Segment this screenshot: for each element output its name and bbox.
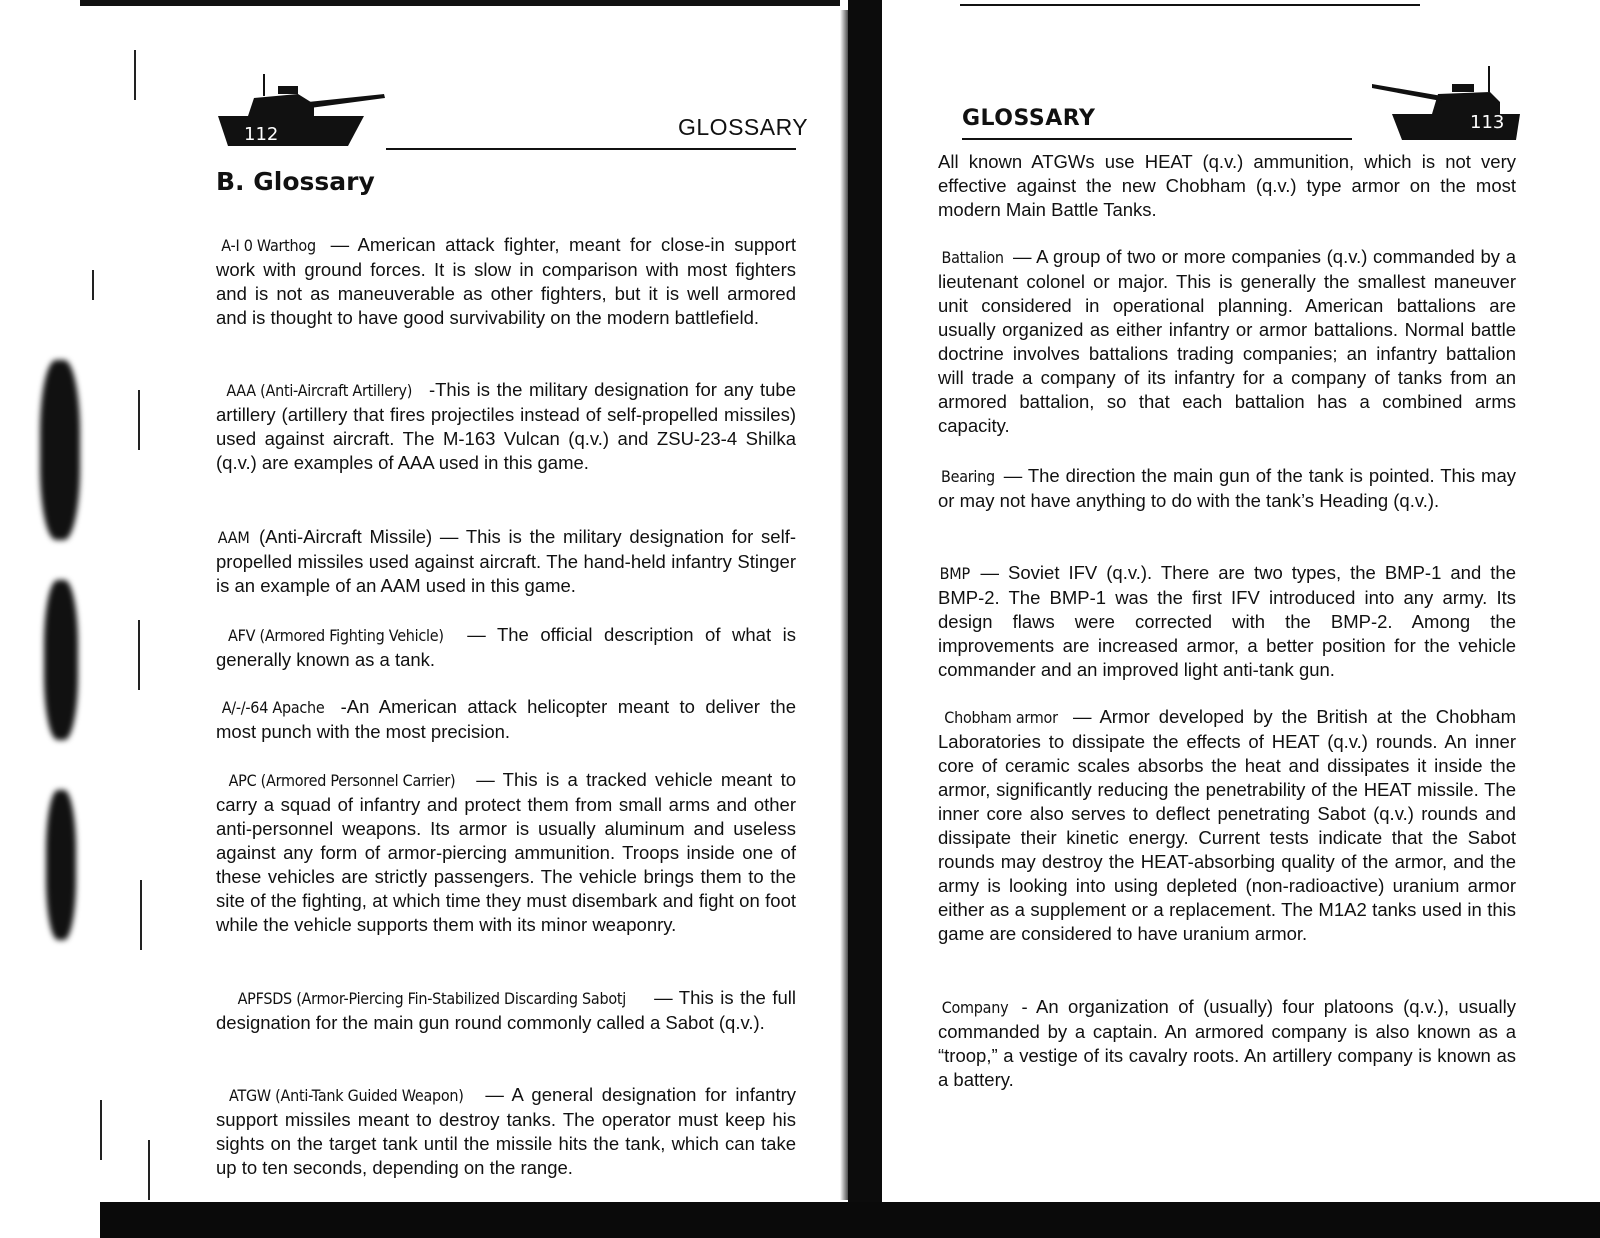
glossary-entry (938, 995, 1516, 1092)
glossary-term: A/-/-64 Apache (221, 698, 325, 717)
glossary-entry (938, 245, 1516, 438)
glossary-definition: All known ATGWs use HEAT (q.v.) ammunition, which is not very effective against the new Chobham (q.v.) type armor on the most modern Main Battle Tanks. (938, 151, 1516, 220)
glossary-entry (938, 150, 1516, 222)
glossary-entry (938, 561, 1516, 682)
glossary-entry (216, 1083, 796, 1180)
glossary-entry (216, 623, 796, 672)
glossary-entry (216, 378, 796, 475)
glossary-entry (216, 768, 796, 937)
glossary-term: Company (941, 998, 1009, 1017)
glossary-entry (938, 464, 1516, 513)
glossary-term: Battalion (941, 248, 1004, 267)
glossary-term: ATGW (Anti-Tank Guided Weapon) (229, 1086, 464, 1105)
glossary-term: AFV (Armored Fighting Vehicle) (227, 626, 444, 645)
running-head: GLOSSARY (678, 114, 809, 140)
glossary-definition: — A group of two or more companies (q.v.) commanded by a lieutenant colonel or major. This is generally the smallest maneuver unit considered in operational planning. American battalions are usually organized as either infantry or armor battalions. Normal battle doctrine involves battalions trading companies; an infantry battalion will trade a company of its infantry for a company of tanks from an armored battalion, so that each battalion has a combined arms capacity. (938, 246, 1516, 436)
glossary-term: AAM (217, 528, 250, 547)
glossary-entry (216, 525, 796, 598)
glossary-term: APC (Armored Personnel Carrier) (228, 771, 456, 790)
header-rule (962, 138, 1352, 140)
glossary-definition: — Soviet IFV (q.v.). There are two types, the BMP-1 and the BMP-2. The BMP-1 was the first IFV introduced into any army. Its design flaws were corrected with the BMP-2. Among the improvements are increased armor, a better position for the vehicle commander and an improved light anti-tank gun. (938, 562, 1516, 680)
glossary-definition: — This is the full designation for the main gun round commonly called a Sabot (q.v.). (216, 987, 796, 1033)
glossary-term: APFSDS (Armor-Piercing Fin-Stabilized Discarding Sabotj (237, 989, 627, 1008)
glossary-definition: -An American attack helicopter meant to deliver the most punch with the most precision. (216, 696, 796, 742)
glossary-definition: -This is the military designation for any tube artillery (artillery that fires projectiles instead of self-propelled missiles) used against aircraft. The M-163 Vulcan (q.v.) and ZSU-23-4 Shilka (q.v.) are examples of AAA used in this game. (216, 379, 796, 473)
glossary-entry (938, 705, 1516, 946)
glossary-term: Bearing (940, 467, 995, 486)
glossary-definition: — American attack fighter, meant for close-in support work with ground forces. It is slow in comparison with most fighters and is not as maneuverable as other fighters, but it is well armored and is thought to have good survivability on the modern battlefield. (216, 234, 797, 328)
glossary-definition: — A general designation for infantry support missiles meant to destroy tanks. The operator must keep his sights on the target tank until the missile hits the tank, which can take up to ten seconds, depending on the range. (216, 1084, 796, 1178)
page-number: 113 (1470, 112, 1505, 133)
glossary-entry (216, 233, 796, 330)
glossary-definition: — This is a tracked vehicle meant to carry a squad of infantry and protect them from small arms and other anti-personnel weapons. Its armor is usually aluminum and useless against any form of armor-piercing ammunition. Troops inside one of these vehicles are strictly passengers. The vehicle brings them to the site of the fighting, at which time they must disembark and fight on foot while the vehicle supports them with its minor weaponry. (216, 769, 797, 935)
glossary-entry (216, 695, 796, 744)
glossary-definition: — The direction the main gun of the tank is pointed. This may or may not have anything to do with the tank’s Heading (q.v.). (938, 465, 1516, 511)
glossary-definition: — The official description of what is generally known as a tank. (216, 624, 796, 670)
glossary-definition: - An organization of (usually) four platoons (q.v.), usually commanded by a captain. An armored company is also known as a “troop,” a vestige of its cavalry roots. An artillery company is known as a battery. (938, 996, 1516, 1090)
glossary-term: Chobham armor (944, 708, 1058, 727)
glossary-term: A-I 0 Warthog (221, 236, 316, 255)
glossary-definition: (Anti-Aircraft Missile) — This is the military designation for self-propelled missiles used against aircraft. The hand-held infantry Stinger is an example of an AAM used in this game. (216, 526, 796, 596)
glossary-term: AAA (Anti-Aircraft Artillery) (226, 381, 413, 400)
glossary-term: BMP (939, 564, 970, 583)
glossary-definition: — Armor developed by the British at the Chobham Laboratories to dissipate the effects of HEAT (q.v.) rounds. An inner core of ceramic scales absorbs the heat and dissipates it inside the armor, significantly reducing the penetrability of the HEAT missile. The inner core also serves to deflect penetrating Sabot (q.v.) rounds and dissipate their kinetic energy. Current tests indicate that the Sabot rounds may destroy the HEAT-absorbing quality of the armor, and the army is looking into using depleted (non-radioactive) uranium armor either as a supplement or a replacement. The M1A2 tanks used in this game are considered to have uranium armor. (938, 706, 1517, 944)
section-title: B. Glossary (216, 167, 375, 196)
page-number: 112 (244, 124, 279, 145)
header-rule (386, 148, 796, 150)
glossary-entry (216, 986, 796, 1035)
right-page (880, 0, 1600, 1238)
running-head: GLOSSARY (962, 106, 1096, 131)
